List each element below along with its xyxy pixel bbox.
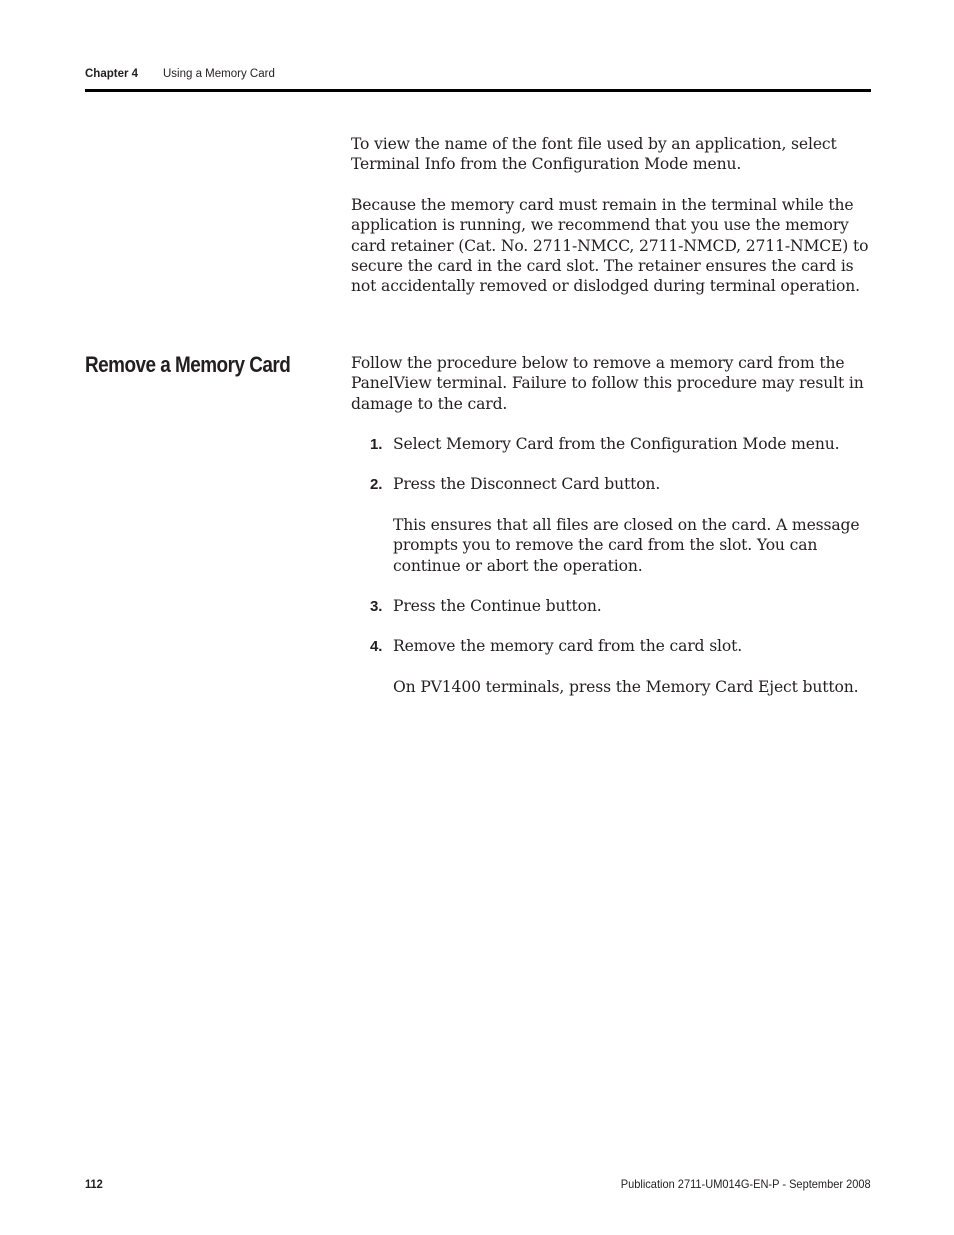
step-number: 1.	[370, 436, 383, 453]
chapter-title: Using a Memory Card	[163, 68, 275, 80]
step-number: 3.	[370, 598, 383, 615]
header-rule	[85, 89, 871, 92]
step-2-note: This ensures that all files are closed on the card. A message prompts you to remove the card from the slot. You can continue or abort the operation.	[393, 516, 860, 575]
step-item-1	[370, 434, 876, 455]
section-intro-paragraph: Follow the procedure below to remove a memory card from the PanelView terminal. Failure to follow this procedure may result in damage to the card.	[351, 354, 864, 413]
step-text: Select Memory Card from the Configuration Mode menu.	[393, 435, 840, 453]
page-number: 112	[85, 1177, 103, 1191]
step-text: Press the Continue button.	[393, 597, 602, 615]
running-header	[85, 66, 871, 82]
step-number: 2.	[370, 476, 383, 493]
step-item-4	[370, 636, 876, 657]
step-number: 4.	[370, 638, 383, 655]
step-text: Press the Disconnect Card button.	[393, 475, 661, 493]
section-heading: Remove a Memory Card	[85, 352, 291, 377]
intro-paragraph-font-file: To view the name of the font file used by an application, select Terminal Info from the Configuration Mode menu.	[351, 135, 837, 174]
step-text: Remove the memory card from the card slot.	[393, 637, 743, 655]
step-item-2	[370, 474, 876, 495]
publication-info: Publication 2711-UM014G-EN-P - September 2008	[621, 1177, 871, 1191]
intro-paragraph-card-retainer: Because the memory card must remain in the terminal while the application is running, we recommend that you use the memory card retainer (Cat. No. 2711-NMCC, 2711-NMCD, 2711-NMCE) to secure the card in the card slot. The retainer ensures the card is not accidentally removed or dislodged during terminal operation.	[351, 196, 869, 296]
step-item-3	[370, 596, 876, 617]
chapter-label: Chapter 4	[85, 68, 139, 80]
step-4-note: On PV1400 terminals, press the Memory Card Eject button.	[393, 678, 859, 696]
